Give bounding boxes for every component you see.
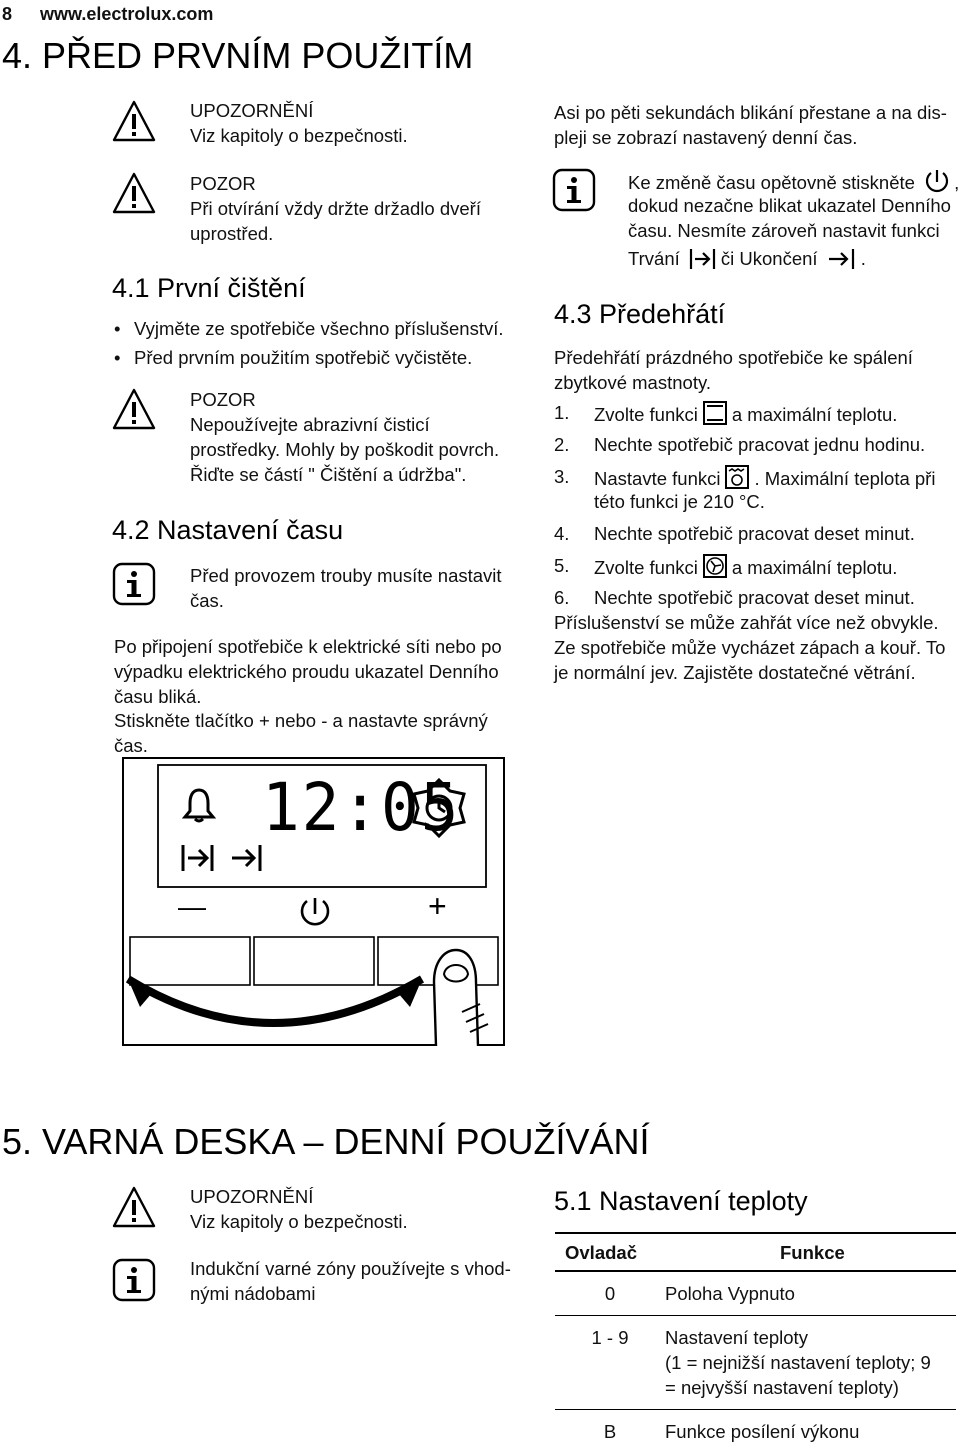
info-text-line: Indukční varné zóny používejte s vhod- xyxy=(190,1256,511,1281)
step-number: 6. xyxy=(554,585,569,610)
list-item: • Před prvním použitím spotřebič vyčistěte. xyxy=(112,345,504,370)
caution-text-line: prostředky. Mohly by poškodit povrch. xyxy=(190,437,499,462)
caution-text-line: uprostřed. xyxy=(190,221,273,246)
section4-title: 4. PŘED PRVNÍM POUŽITÍM xyxy=(2,36,473,76)
site-url: www.electrolux.com xyxy=(40,2,213,27)
info-text-segment: . xyxy=(861,248,866,269)
info-text-line: Před provozem trouby musíte nastavit xyxy=(190,563,502,588)
display-time: 12:05 xyxy=(262,775,460,841)
warning-triangle-icon xyxy=(112,388,156,430)
caution-text-line: Při otvírání vždy držte držadlo dveří xyxy=(190,196,481,221)
step-text: Zvolte funkci xyxy=(594,557,698,578)
paragraph-line: Příslušenství se může zahřát více než obvykle. xyxy=(554,610,939,635)
bell-icon xyxy=(182,787,216,823)
table-header: Funkce xyxy=(665,1233,956,1271)
settings-table xyxy=(555,1232,956,1453)
warning-triangle-icon xyxy=(112,100,156,142)
clock-icon xyxy=(924,168,950,194)
warning-text: Viz kapitoly o bezpečnosti. xyxy=(190,1209,408,1234)
info-icon xyxy=(112,1258,156,1302)
info-text-line xyxy=(628,246,866,271)
step-number: 2. xyxy=(554,432,569,457)
step-text: Nechte spotřebič pracovat deset minut. xyxy=(594,585,915,610)
step-number: 5. xyxy=(554,553,569,578)
true-fan-icon xyxy=(702,553,728,579)
paragraph-line: Asi po pěti sekundách blikání přestane a na dis- xyxy=(554,100,947,125)
table-row xyxy=(555,1271,956,1316)
subsection-4-2-title: 4.2 Nastavení času xyxy=(112,514,343,546)
step-text: této funkci je 210 °C. xyxy=(594,489,765,514)
list-item: • Vyjměte ze spotřebiče všechno příslušenství. xyxy=(112,316,504,341)
paragraph-line: pleji se zobrazí nastavený denní čas. xyxy=(554,125,857,150)
step-text: . Maximální teplota při xyxy=(754,468,935,489)
duration-icon xyxy=(689,248,717,270)
table-cell: B xyxy=(555,1410,665,1453)
table-cell: 1 - 9 xyxy=(555,1316,665,1410)
info-text-line: dokud nezačne blikat ukazatel Denního xyxy=(628,193,951,218)
info-text-line: nými nádobami xyxy=(190,1281,315,1306)
cell-line: Nastavení teploty xyxy=(665,1325,956,1350)
conventional-heating-icon xyxy=(702,400,728,426)
warning-text: Viz kapitoly o bezpečnosti. xyxy=(190,123,408,148)
warning-triangle-icon xyxy=(112,172,156,214)
paragraph-line: výpadku elektrického proudu ukazatel Denního xyxy=(114,659,499,684)
end-time-icon xyxy=(827,248,857,270)
step-text: Nechte spotřebič pracovat jednu hodinu. xyxy=(594,432,925,457)
info-text-line: času. Nesmíte zároveň nastavit funkci xyxy=(628,218,940,243)
info-text-segment: , xyxy=(954,172,959,193)
table-row xyxy=(555,1410,956,1453)
subsection-4-3-title: 4.3 Předehřátí xyxy=(554,298,725,330)
step-text: a maximální teplotu. xyxy=(732,557,898,578)
plus-button[interactable]: + xyxy=(428,889,447,923)
caution-text-line: Řiďte se částí " Čištění a údržba". xyxy=(190,462,466,487)
caution-heading: POZOR xyxy=(190,387,256,412)
info-text-segment: Ke změně času opětovně stiskněte xyxy=(628,172,915,193)
cell-line: = nejvyšší nastavení teploty) xyxy=(665,1375,956,1400)
subsection-5-1-title: 5.1 Nastavení teploty xyxy=(554,1185,808,1217)
paragraph-line: je normální jev. Zajistěte dostatečné větrání. xyxy=(554,660,916,685)
clock-icon[interactable] xyxy=(298,895,332,929)
duration-icon xyxy=(180,843,216,873)
cell-line: (1 = nejnižší nastavení teploty; 9 xyxy=(665,1350,956,1375)
bullet-list xyxy=(112,316,504,370)
info-text-line xyxy=(628,168,959,195)
table-header: Ovladač xyxy=(555,1233,665,1271)
info-icon xyxy=(112,562,156,606)
info-text-segment: či Ukončení xyxy=(721,248,818,269)
info-text-segment: Trvání xyxy=(628,248,680,269)
subsection-4-1-title: 4.1 První čištění xyxy=(112,272,306,304)
end-time-icon xyxy=(230,843,264,873)
warning-heading: UPOZORNĚNÍ xyxy=(190,1184,313,1209)
table-cell: Poloha Vypnuto xyxy=(665,1271,956,1316)
caution-heading: POZOR xyxy=(190,171,256,196)
table-cell: Funkce posílení výkonu xyxy=(665,1410,956,1453)
paragraph-line: Po připojení spotřebiče k elektrické síti nebo po xyxy=(114,634,502,659)
control-panel-illustration xyxy=(122,757,505,1046)
step-text: Zvolte funkci xyxy=(594,404,698,425)
caution-text-line: Nepoužívejte abrazivní čisticí xyxy=(190,412,430,437)
paragraph-line: Stiskněte tlačítko + nebo - a nastavte správný xyxy=(114,708,488,733)
finger-icon xyxy=(422,942,502,1046)
step-text: a maximální teplotu. xyxy=(732,404,898,425)
step-number: 3. xyxy=(554,464,569,489)
section5-title: 5. VARNÁ DESKA – DENNÍ POUŽÍVÁNÍ xyxy=(2,1122,650,1162)
clock-button-icon xyxy=(410,777,468,839)
table-cell: 0 xyxy=(555,1271,665,1316)
paragraph-line: Ze spotřebiče může vycházet zápach a kouř. To xyxy=(554,635,945,660)
info-text-line: čas. xyxy=(190,588,224,613)
table-cell xyxy=(665,1316,956,1410)
step-number: 1. xyxy=(554,400,569,425)
step-text: Nechte spotřebič pracovat deset minut. xyxy=(594,521,915,546)
paragraph-line: čas. xyxy=(114,733,148,758)
warning-triangle-icon xyxy=(112,1186,156,1228)
step-text: Nastavte funkci xyxy=(594,468,720,489)
paragraph-line: času bliká. xyxy=(114,684,201,709)
paragraph-line: Předehřátí prázdného spotřebiče ke spálení xyxy=(554,345,913,370)
warning-heading: UPOZORNĚNÍ xyxy=(190,98,313,123)
minus-button[interactable]: — xyxy=(178,890,206,924)
page-number: 8 xyxy=(2,2,12,27)
info-icon xyxy=(552,168,596,212)
paragraph-line: zbytkové mastnoty. xyxy=(554,370,711,395)
table-row xyxy=(555,1316,956,1410)
grill-fan-icon xyxy=(724,464,750,490)
step-number: 4. xyxy=(554,521,569,546)
